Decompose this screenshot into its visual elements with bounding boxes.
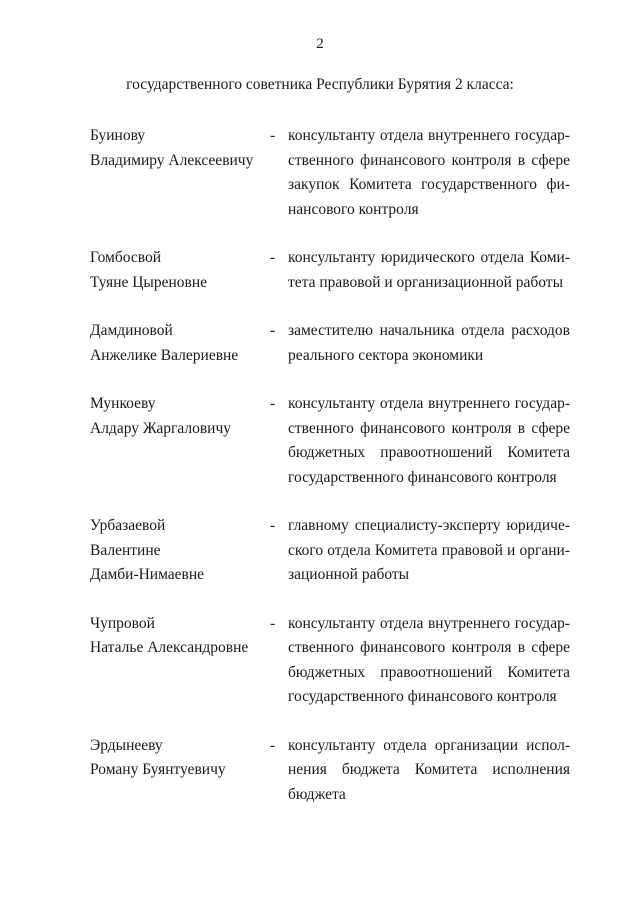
list-item [90,246,570,295]
position-line: тета правовой и организационной работы [288,273,563,291]
dash-separator: - [270,614,276,632]
given-name: Наталье Александровне [90,639,249,656]
document-heading: государственного советника Республики Бурятия 2 класса: [126,76,514,93]
surname: Эрдынееву [90,736,163,754]
dash-separator: - [270,249,276,266]
position-text [288,612,570,710]
surname: Буинову [90,127,146,144]
surname: Чупровой [90,614,155,632]
position-line: нения бюджета Комитета исполнения [288,761,570,778]
position-line: государственного финансового контроля [288,468,557,486]
position-text [288,124,570,222]
dash-separator: - [270,322,276,339]
position-text [288,246,570,295]
person-name [90,514,270,588]
position-line: бюджетных правоотношений Комитета [288,663,570,681]
list-item [90,734,570,808]
appointment-list [90,124,570,831]
given-name: Туяне Цыреновне [90,273,208,291]
given-name: Анжелике Валериевне [90,346,239,364]
position-line: государственного финансового контроля [288,688,557,705]
surname: Дамдиновой [90,322,173,339]
list-item [90,612,570,710]
position-line: консультанту отдела внутреннего государ- [288,127,570,144]
position-line: ственного финансового контроля в сфере [288,419,570,437]
given-name: Владимиру Алексеевичу [90,151,254,169]
list-item [90,392,570,490]
dash-separator: - [270,395,276,412]
position-line: консультанту юридического отдела Коми- [288,249,570,266]
given-name: Роману Буянтуевичу [90,761,226,778]
position-text [288,734,570,808]
list-item [90,514,570,588]
person-name [90,246,270,295]
position-text [288,392,570,490]
dash-separator: - [270,736,276,754]
surname: Урбазаевой [90,517,166,534]
position-line: главному специалисту-эксперту юридиче- [288,517,570,534]
position-line: ственного финансового контроля в сфере [288,639,570,656]
surname: Гомбосвой [90,249,162,266]
position-line: ского отдела Комитета правовой и органи- [288,541,570,559]
person-name [90,612,270,710]
position-text [288,319,570,368]
dash-separator: - [270,517,276,534]
person-name [90,392,270,490]
position-line: реального сектора экономики [288,346,484,364]
position-line: ственного финансового контроля в сфере [288,151,570,169]
person-name [90,734,270,808]
person-name [90,124,270,222]
dash-separator: - [270,127,276,144]
position-line: нансового контроля [288,200,419,218]
position-text [288,514,570,588]
list-item [90,319,570,368]
position-line: зационной работы [288,566,410,583]
position-line: бюджета [288,785,346,803]
position-line: бюджетных правоотношений Комитета [288,444,570,461]
position-line: консультанту отдела внутреннего государ- [288,395,570,412]
given-name: Валентине [90,541,161,559]
person-name [90,319,270,368]
page-number: 2 [316,36,324,52]
surname: Мункоеву [90,395,156,412]
list-item [90,124,570,222]
patronymic: Дамби-Нимаевне [90,566,205,583]
position-line: консультанту отдела внутреннего государ- [288,614,570,632]
given-name: Алдару Жаргаловичу [90,419,232,437]
position-line: заместителю начальника отдела расходов [288,322,570,339]
position-line: закупок Комитета государственного фи- [288,176,570,193]
position-line: консультанту отдела организации испол- [288,736,570,754]
